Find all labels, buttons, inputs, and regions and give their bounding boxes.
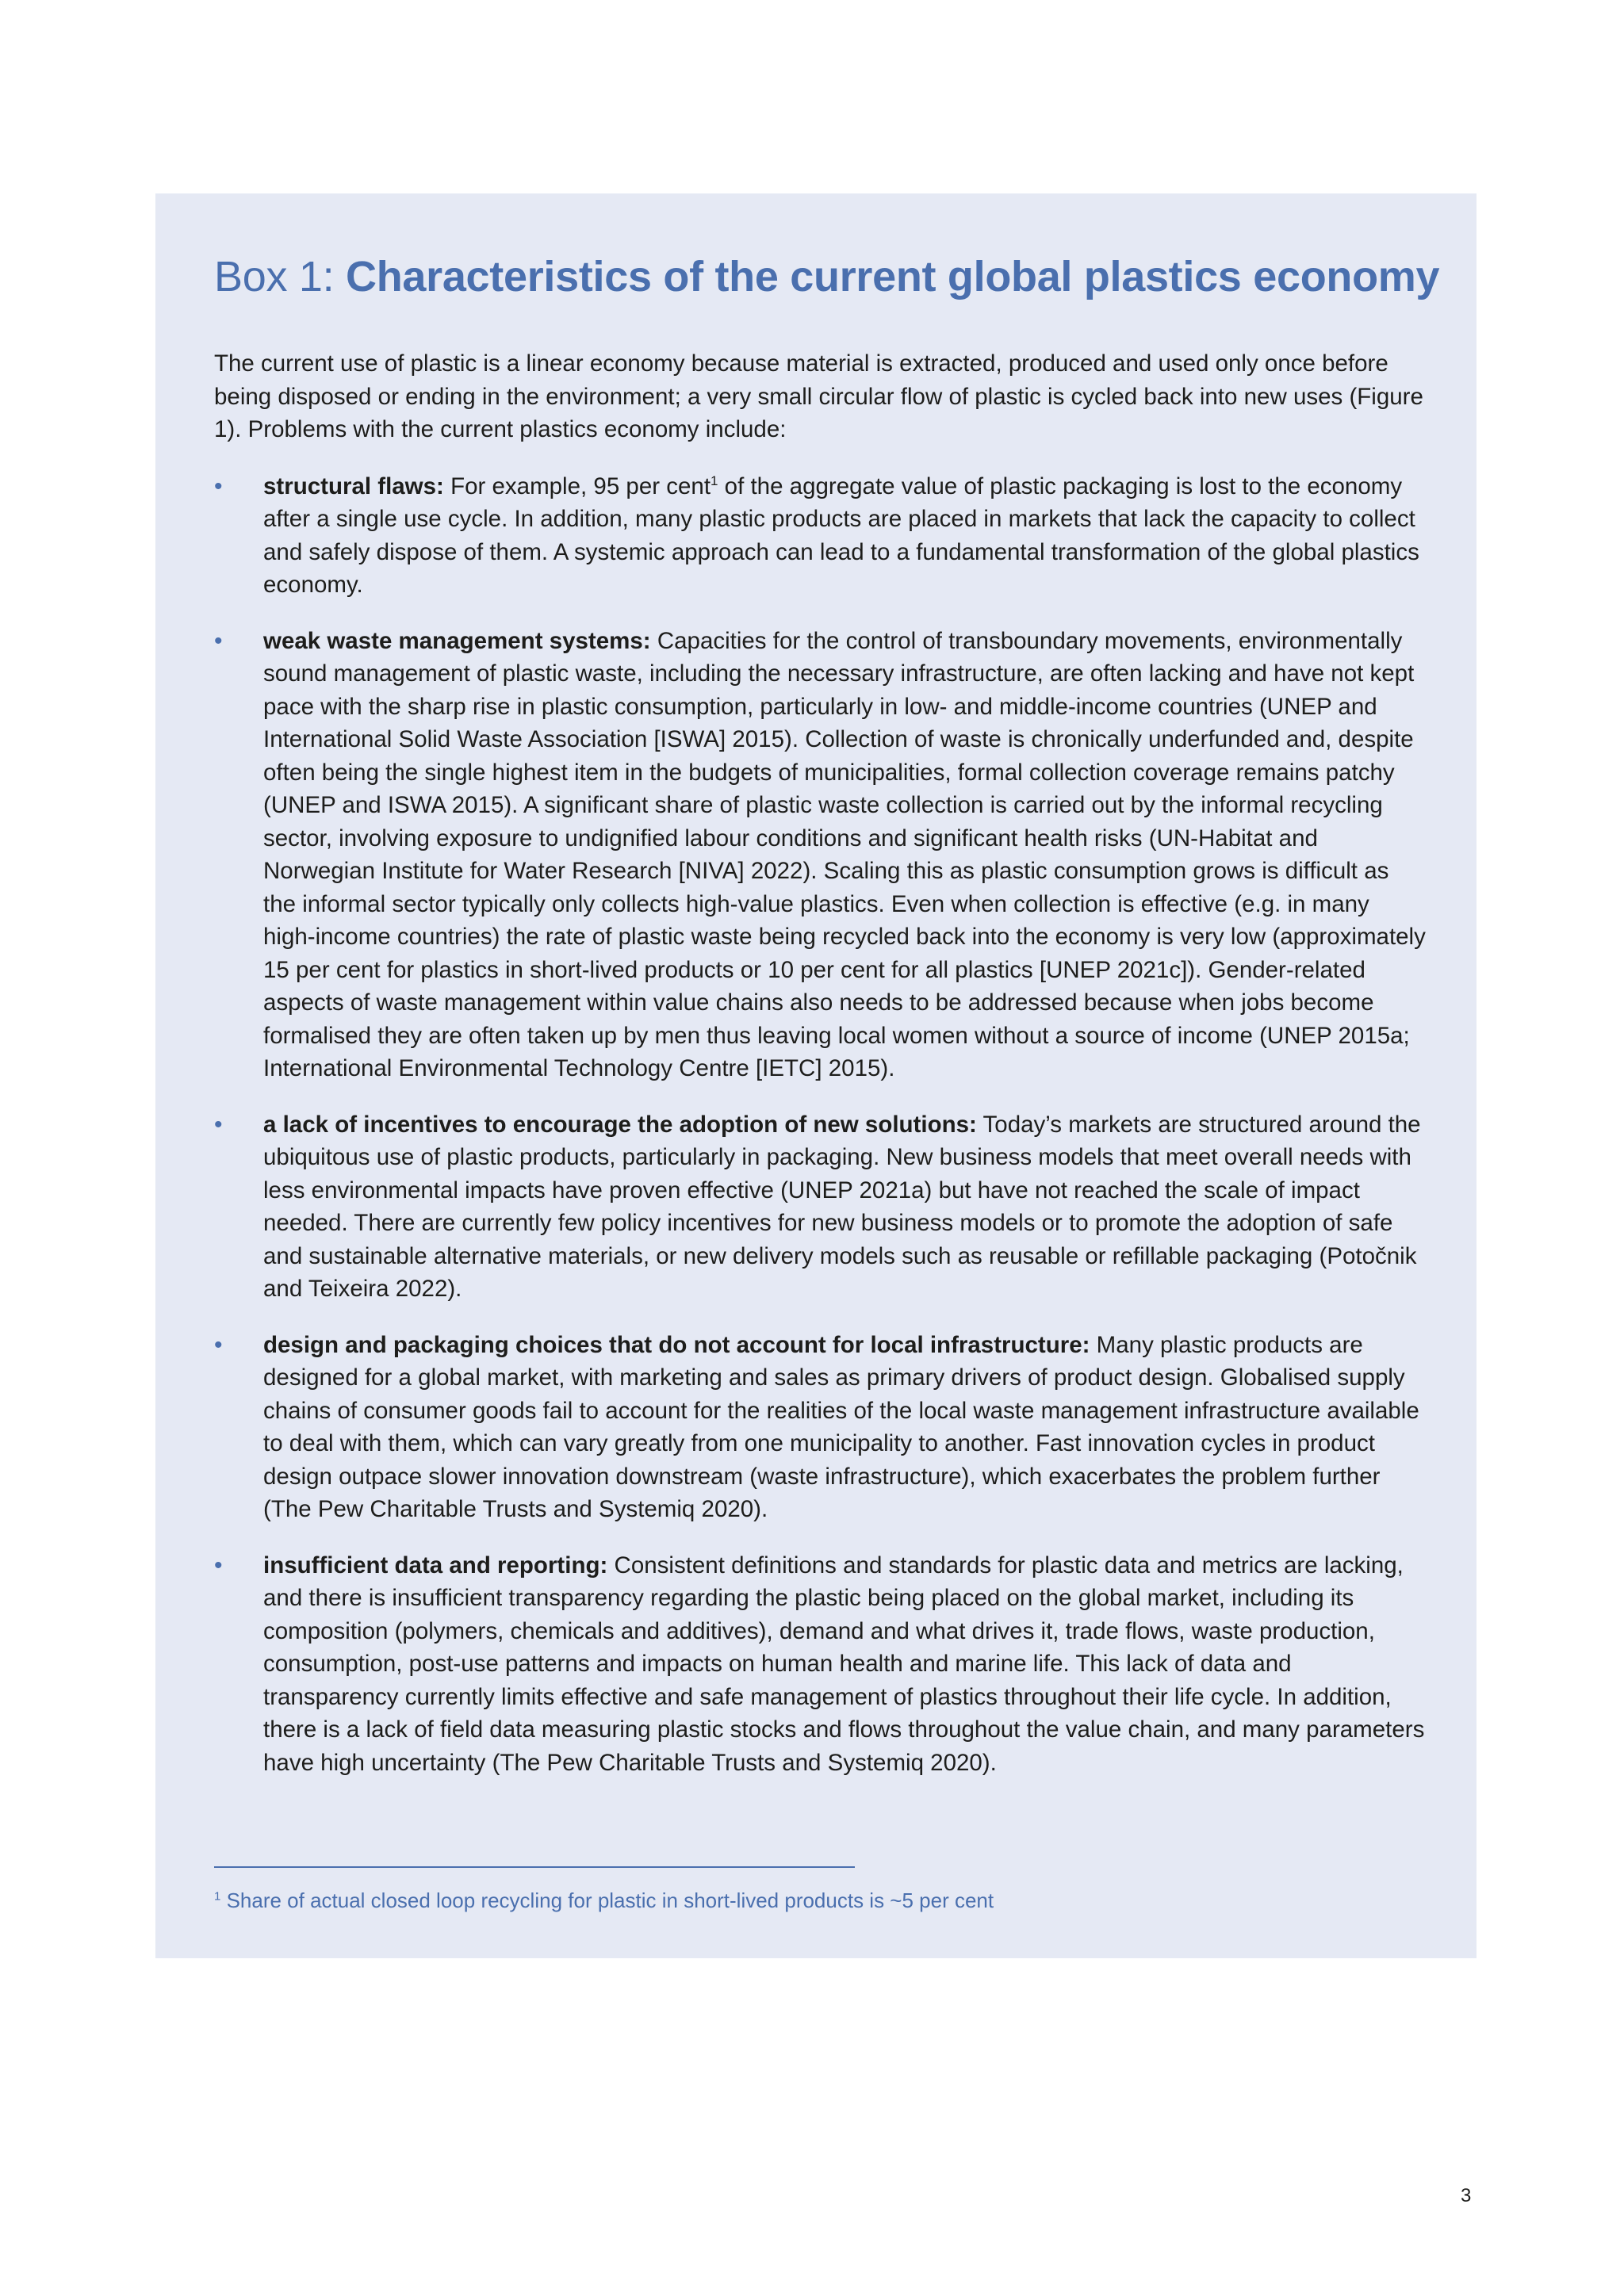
footnote-marker: 1 [214, 1889, 221, 1904]
box-title [214, 252, 1440, 301]
bullet-text: For example, 95 per cent [443, 473, 711, 499]
list-item-lack-of-incentives [214, 1108, 1427, 1306]
bullet-term: weak waste management systems: [263, 627, 651, 654]
bullet-text: Today’s markets are structured around the ubiquitous use of plastic products, particularly in packaging. New business models that meet overall needs with less environmental impacts have proven effective (UNEP 2021a) but have not reached the scale of impact needed. There are currently few policy incentives for new business models or to promote the adoption of safe and sustainable alternative materials, or new delivery models such as reusable or refillable packaging (Potočnik and Teixeira 2022). [263, 1111, 1421, 1303]
bullet-term: design and packaging choices that do not account for local infrastructure: [263, 1331, 1090, 1358]
bullet-term: structural flaws: [263, 473, 444, 499]
problem-list [214, 470, 1427, 1780]
list-item-structural-flaws [214, 470, 1427, 602]
box-label: Box 1: [214, 253, 346, 300]
bullet-text: Consistent definitions and standards for plastic data and metrics are lacking, and there is insufficient transparency regarding the plastic being placed on the global market, including its composition (polymers, chemicals and additives), demand and what drives it, trade flows, waste production, consumption, post-use patterns and impacts on human health and marine life. This lack of data and transparency currently limits effective and safe management of plastics throughout their life cycle. In addition, there is a lack of field data measuring plastic stocks and flows throughout the value chain, and many parameters have high uncertainty (The Pew Charitable Trusts and Systemiq 2020). [263, 1552, 1425, 1776]
footnote-reference: 1 [710, 473, 718, 488]
footnote-text: Share of actual closed loop recycling for plastic in short-lived products is ~5 per cent [220, 1888, 994, 1912]
footnote [214, 1887, 994, 1914]
list-item-insufficient-data [214, 1549, 1427, 1780]
intro-paragraph: The current use of plastic is a linear economy because material is extracted, produced and used only once before being disposed or ending in the environment; a very small circular flow of plastic is cycled back into new uses (Figure 1). Problems with the current plastics economy include: [214, 350, 1423, 443]
page-number: 3 [1461, 2185, 1472, 2206]
content-box [155, 193, 1477, 1958]
bullet-icon: • [214, 1111, 223, 1138]
bullet-icon: • [214, 473, 223, 499]
list-item-weak-waste-management [214, 625, 1427, 1085]
list-item-design-packaging-choices [214, 1329, 1427, 1526]
bullet-term: insufficient data and reporting: [263, 1552, 608, 1578]
bullet-icon: • [214, 1552, 223, 1578]
bullet-term: a lack of incentives to encourage the adoption of new solutions: [263, 1111, 977, 1138]
bullet-text: Many plastic products are designed for a global market, with marketing and sales as primary drivers of product design. Globalised supply chains of consumer goods fail to account for the realities of the local waste management infrastructure available to deal with them, which can vary greatly from one municipality to another. Fast innovation cycles in product design outpace slower innovation downstream (waste infrastructure), which exacerbates the problem further (The Pew Charitable Trusts and Systemiq 2020). [263, 1331, 1419, 1523]
bullet-text: Capacities for the control of transboundary movements, environmentally sound management of plastic waste, including the necessary infrastructure, are often lacking and have not kept pace with the sharp rise in plastic consumption, particularly in low- and middle-income countries (UNEP and International Solid Waste Association [ISWA] 2015). Collection of waste is chronically underfunded and, despite often being the single highest item in the budgets of municipalities, formal collection coverage remains patchy (UNEP and ISWA 2015). A significant share of plastic waste collection is carried out by the informal recycling sector, involving exposure to undignified labour conditions and significant health risks (UN-Habitat and Norwegian Institute for Water Research [NIVA] 2022). Scaling this as plastic consumption grows is difficult as the informal sector typically only collects high-value plastics. Even when collection is effective (e.g. in many high-income countries) the rate of plastic waste being recycled back into the economy is very low (approximately 15 per cent for plastics in short-lived products or 10 per cent for all plastics [UNEP 2021c]). Gender-related aspects of waste management within value chains also needs to be addressed because when jobs become formalised they are often taken up by men thus leaving local women without a source of income (UNEP 2015a; International Environmental Technology Centre [IETC] 2015). [263, 627, 1426, 1082]
box-title-text: Characteristics of the current global plastics economy [346, 253, 1440, 300]
footnote-divider [214, 1866, 855, 1868]
bullet-icon: • [214, 627, 223, 654]
bullet-icon: • [214, 1331, 223, 1358]
bullet-text: of the aggregate value of plastic packaging is lost to the economy after a single use cycle. In addition, many plastic products are placed in markets that lack the capacity to collect and safely dispose of them. A systemic approach can lead to a fundamental transformation of the global plastics economy. [263, 473, 1419, 599]
